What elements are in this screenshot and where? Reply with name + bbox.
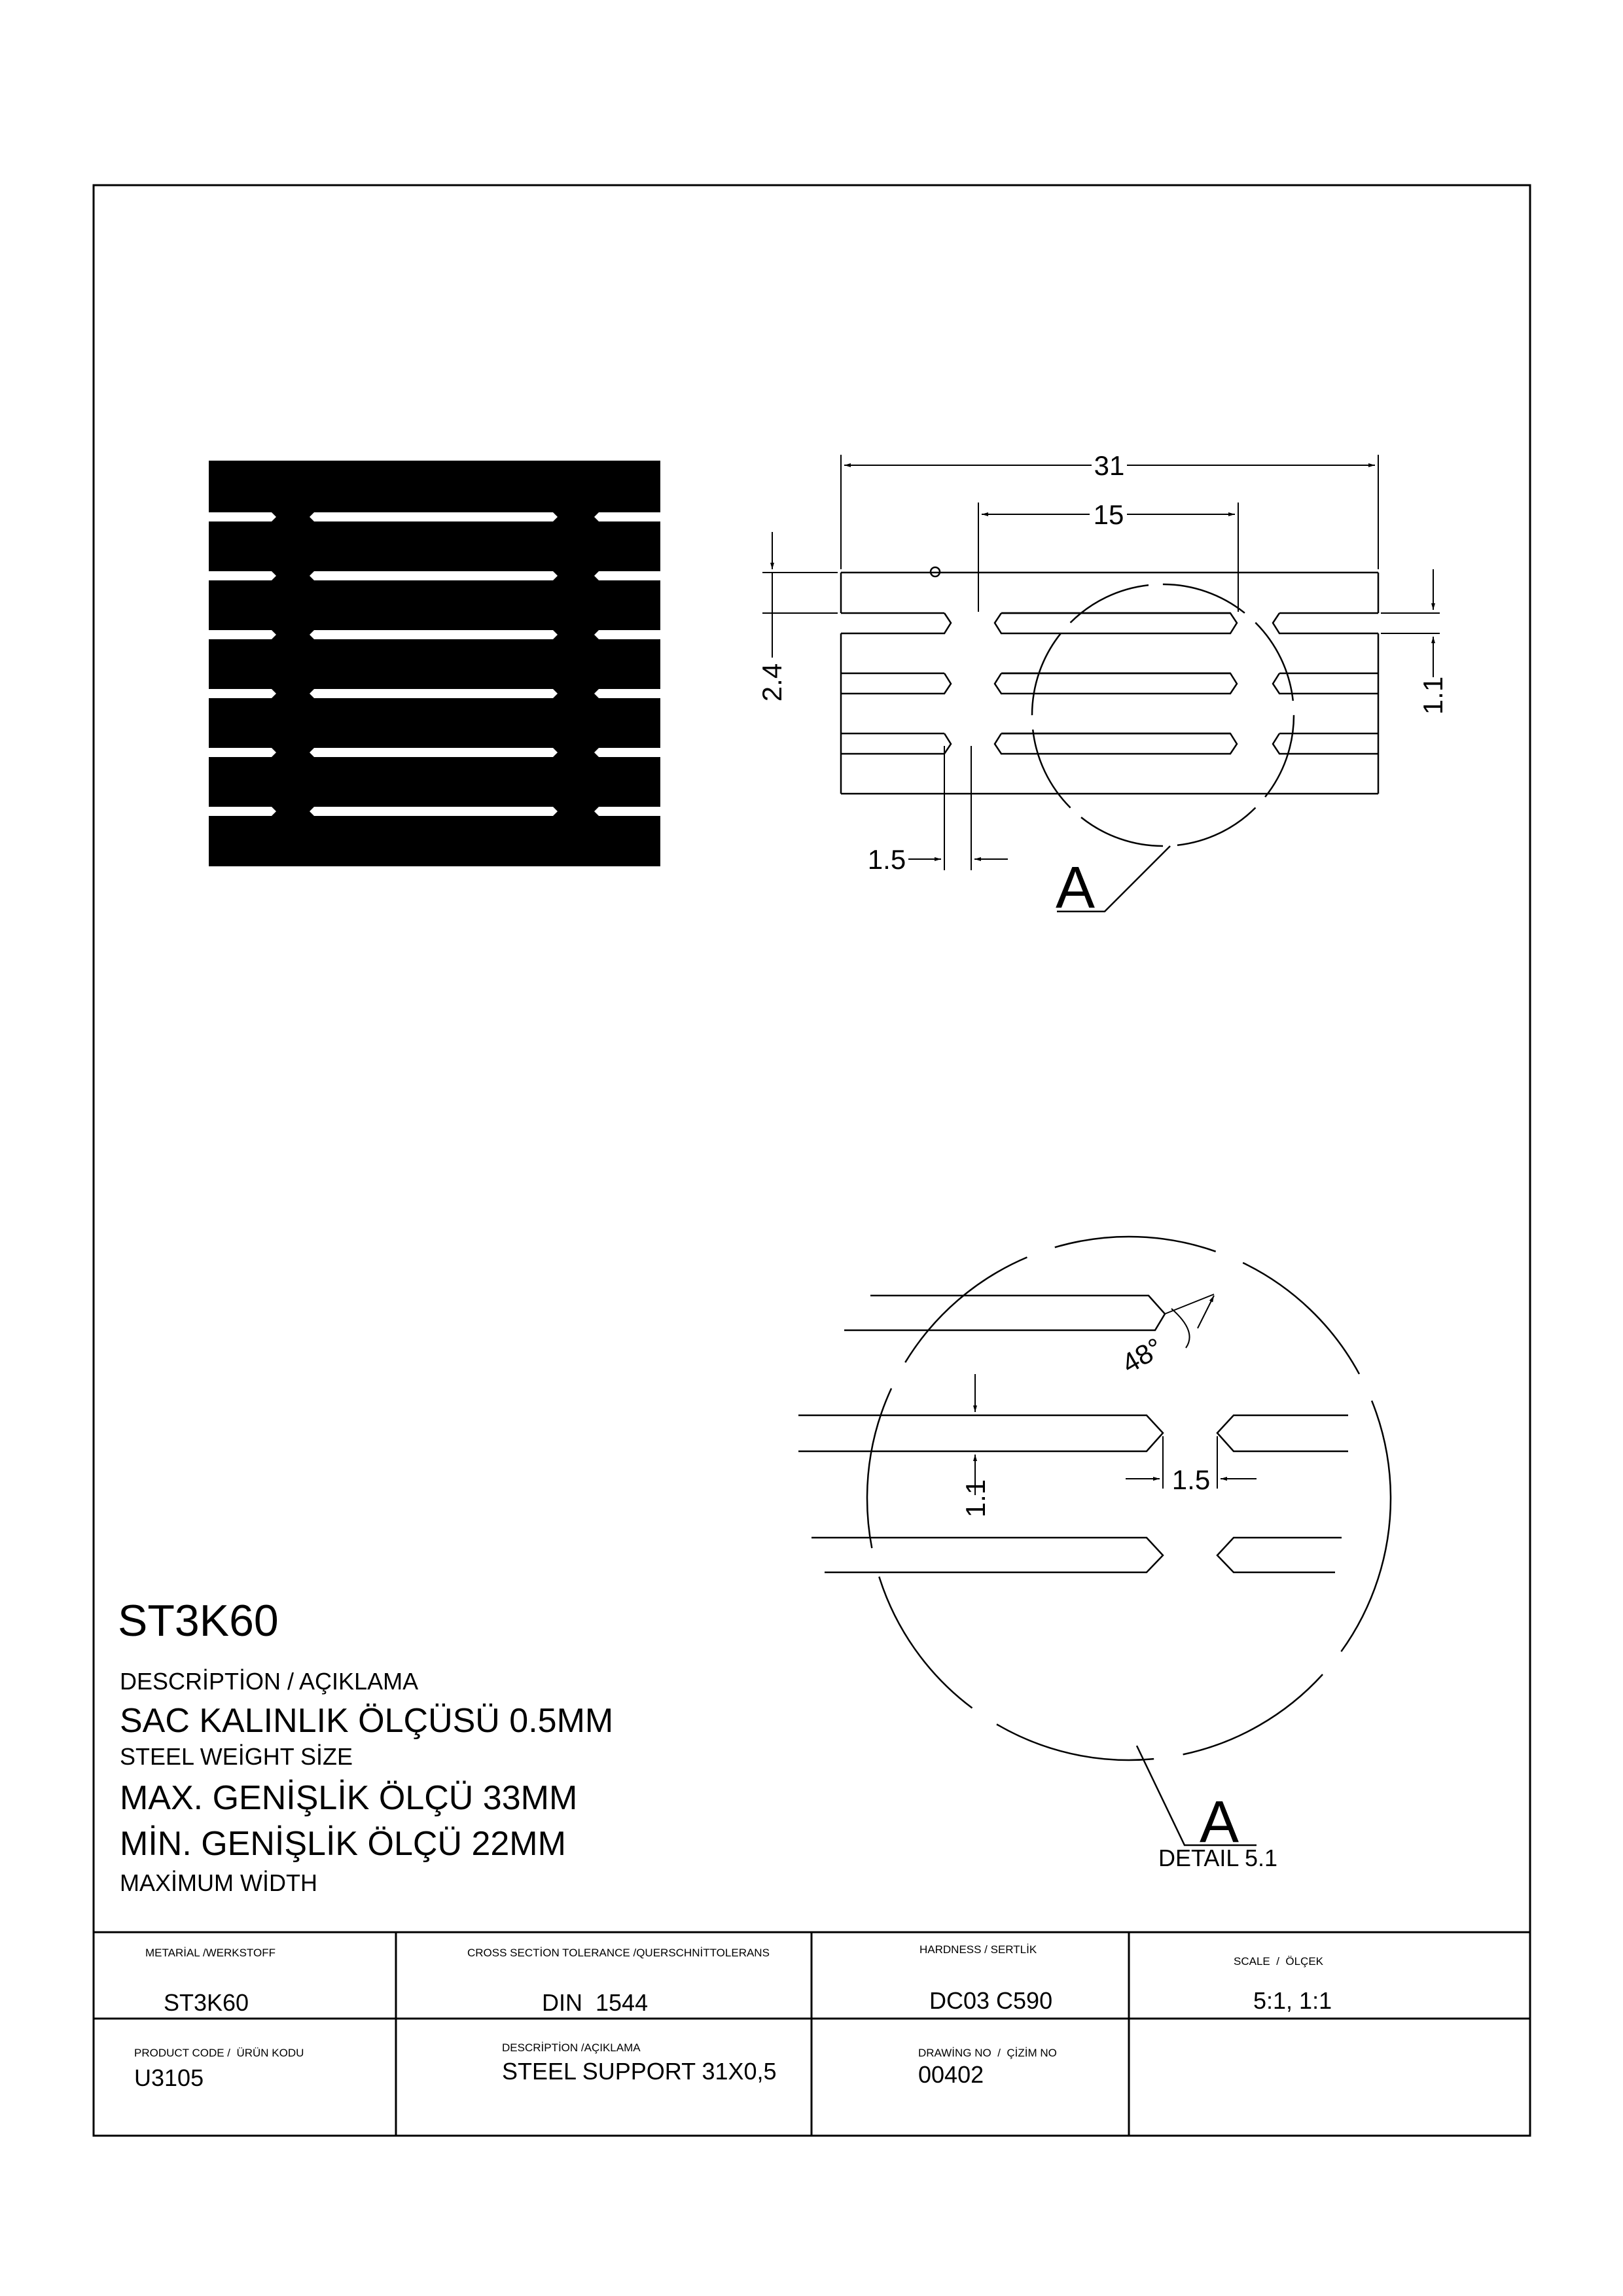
hardness-label: HARDNESS / SERTLİK [919, 1943, 1037, 1956]
detail-dimension-1-5 [1126, 1436, 1257, 1495]
tolerance-label: CROSS SECTİON TOLERANCE /QUERSCHNİTTOLERANS [467, 1947, 770, 1959]
material-value: ST3K60 [164, 1989, 249, 2016]
min-width-line: MİN. GENİŞLİK ÖLÇÜ 22MM [120, 1825, 566, 1863]
max-width-label: MAXİMUM WİDTH [120, 1869, 317, 1896]
dimension-2-4-label: 2.4 [757, 663, 787, 702]
dimension-15-label: 15 [1093, 499, 1124, 530]
scale-value: 5:1, 1:1 [1253, 1987, 1332, 2014]
product-code-value: U3105 [134, 2064, 204, 2091]
detail-dimension-1-1-label: 1.1 [960, 1479, 991, 1518]
detail-view-slots [798, 1296, 1348, 1572]
description-block-label: DESCRİPTİON /AÇIKLAMA [502, 2041, 641, 2054]
detail-circle-a [1032, 584, 1294, 846]
drawing-no-label: DRAWİNG NO / ÇİZİM NO [918, 2047, 1057, 2059]
outline-view [841, 567, 1378, 794]
steel-size-label: STEEL WEİGHT SİZE [120, 1743, 353, 1770]
max-width-line: MAX. GENİŞLİK ÖLÇÜ 33MM [120, 1779, 578, 1817]
description-block-value: STEEL SUPPORT 31X0,5 [502, 2058, 777, 2085]
detail-caption: DETAIL 5.1 [1158, 1845, 1278, 1871]
drawing-no-value: 00402 [918, 2061, 984, 2088]
part-code-heading: ST3K60 [118, 1596, 279, 1646]
detail-view-label: A [1200, 1790, 1240, 1855]
detail-angle-48 [1116, 1294, 1214, 1379]
detail-dimension-1-1 [960, 1374, 991, 1517]
thickness-line: SAC KALINLIK ÖLÇÜSÜ 0.5MM [120, 1702, 614, 1740]
detail-view-circle [867, 1237, 1391, 1760]
dimension-1-5 [868, 746, 1008, 875]
detail-ref-label: A [1056, 855, 1096, 921]
title-block-text [134, 1943, 1332, 2091]
hardness-value: DC03 C590 [929, 1987, 1053, 2014]
dimension-1-1 [1381, 569, 1448, 715]
description-label: DESCRİPTİON / AÇIKLAMA [120, 1668, 419, 1695]
part-silhouette [209, 461, 660, 866]
dimension-15 [978, 499, 1238, 612]
info-block [118, 1596, 613, 1896]
product-code-label: PRODUCT CODE / ÜRÜN KODU [134, 2047, 304, 2059]
dimension-2-4 [757, 532, 838, 701]
dimension-1-1-label: 1.1 [1418, 676, 1448, 715]
dimension-1-5-label: 1.5 [867, 844, 906, 875]
scale-label: SCALE / ÖLÇEK [1234, 1955, 1323, 1968]
dimension-31-label: 31 [1094, 450, 1125, 481]
detail-angle-label: 48° [1116, 1332, 1168, 1379]
material-label: METARİAL /WERKSTOFF [145, 1947, 276, 1959]
tolerance-value: DIN 1544 [542, 1989, 649, 2016]
detail-dimension-1-5-label: 1.5 [1171, 1464, 1211, 1495]
